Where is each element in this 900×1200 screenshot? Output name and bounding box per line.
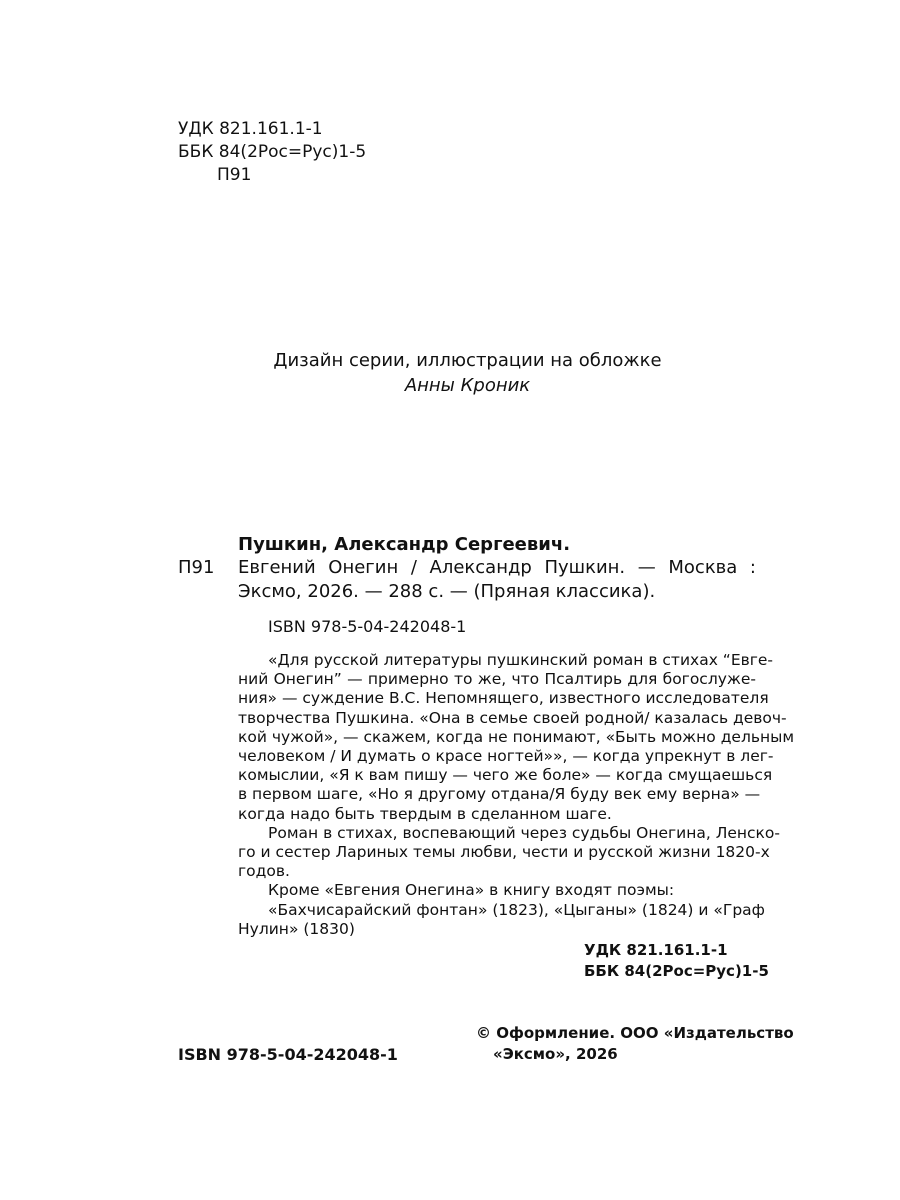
copyright (476, 1023, 794, 1065)
bbk-code-bold: ББК 84(2Рос=Рус)1-5 (584, 962, 769, 980)
annotation-line: «Бахчисарайский фонтан» (1823), «Цыганы» (1824) и «Граф (268, 900, 765, 919)
annotation-line: ний Онегин” — примерно то же, что Псалтирь для богослуже- (238, 670, 756, 689)
annotation (238, 651, 795, 939)
annotation-line: человеком / И думать о красе ногтей»», — когда упрекнут в лег- (238, 747, 774, 766)
bib-description (238, 556, 756, 604)
bib-isbn: ISBN 978-5-04-242048-1 (268, 617, 467, 636)
bib-author-mark: П91 (178, 557, 215, 578)
bib-title-line: Евгений Онегин / Александр Пушкин. — Москва : (238, 557, 756, 578)
bbk-code: ББК 84(2Рос=Рус)1-5 (178, 142, 367, 162)
annotation-line: комыслии, «Я к вам пишу — чего же боле» — когда смущаешься (238, 766, 773, 785)
bib-title-line: Эксмо, 2026. — 288 с. — (Пряная классика). (238, 581, 656, 602)
udk-code-bold: УДК 821.161.1-1 (584, 941, 728, 959)
annotation-line: Кроме «Евгения Онегина» в книгу входят поэмы: (268, 881, 675, 900)
udk-code: УДК 821.161.1-1 (178, 119, 323, 139)
copyright-line: «Эксмо», 2026 (493, 1045, 618, 1063)
annotation-line: го и сестер Лариных темы любви, чести и русской жизни 1820-х (238, 843, 770, 862)
book-author: Пушкин, Александр Сергеевич. (238, 534, 571, 555)
index-codes (584, 940, 769, 982)
isbn-bold: ISBN 978-5-04-242048-1 (178, 1045, 398, 1064)
annotation-line: когда надо быть твердым в сделанном шаге. (238, 804, 612, 823)
annotation-line: в первом шаге, «Но я другому отдана/Я буду век ему верна» — (238, 785, 761, 804)
annotation-line: творчества Пушкина. «Она в семье своей родной/ казалась девоч- (238, 708, 787, 727)
design-credit-line: Дизайн серии, иллюстрации на обложке (273, 350, 662, 371)
annotation-line: кой чужой», — скажем, когда не понимают, «Быть можно дельным (238, 727, 795, 746)
annotation-line: ния» — суждение В.С. Непомнящего, известного исследователя (238, 689, 769, 708)
annotation-line: Роман в стихах, воспевающий через судьбы Онегина, Ленско- (268, 823, 780, 842)
copyright-line: © Оформление. ООО «Издательство (476, 1024, 794, 1042)
annotation-line: «Для русской литературы пушкинский роман в стихах “Евге- (268, 651, 774, 669)
author-mark: П91 (217, 165, 252, 185)
design-credit-name: Анны Кроник (404, 375, 531, 396)
annotation-line: Нулин» (1830) (238, 919, 355, 938)
annotation-line: годов. (238, 862, 290, 881)
design-credit (0, 348, 900, 398)
